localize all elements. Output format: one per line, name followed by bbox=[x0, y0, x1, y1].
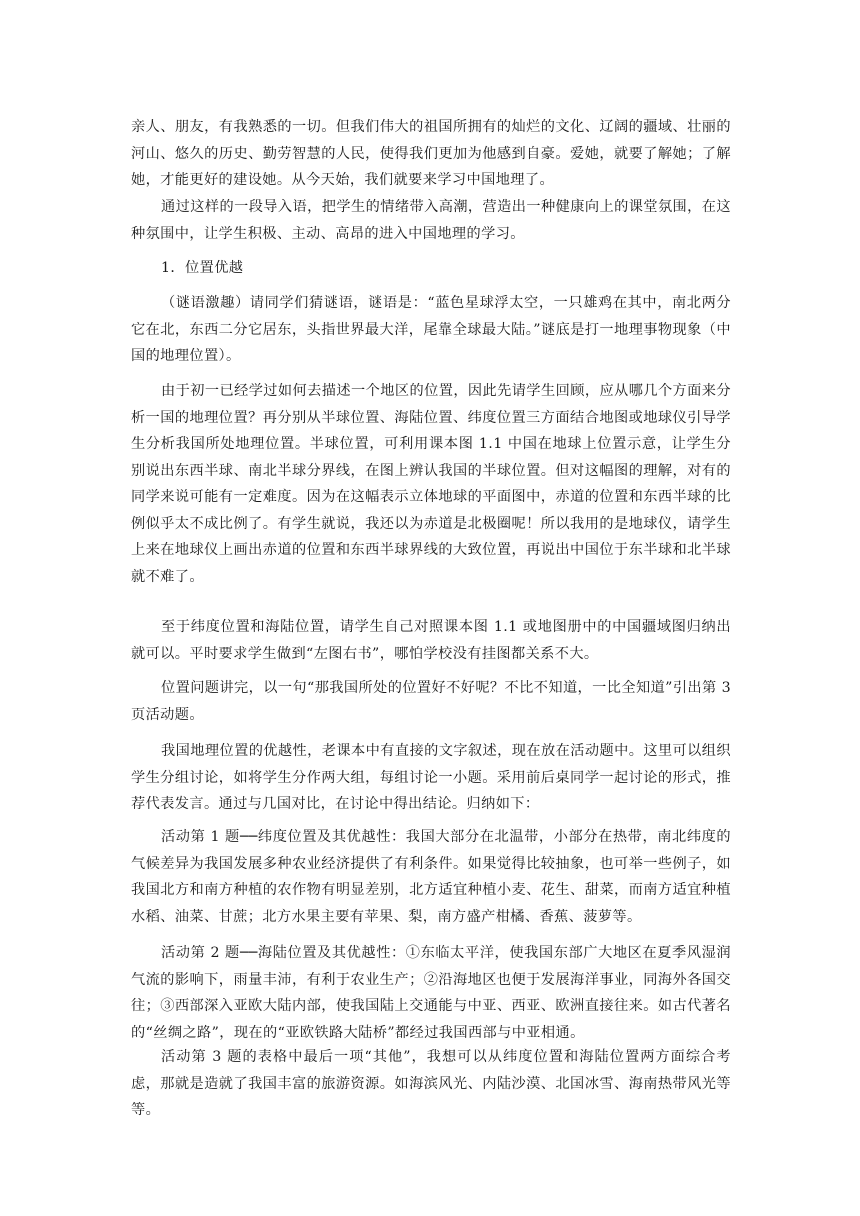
paragraph-intro-continuation: 亲人、朋友，有我熟悉的一切。但我们伟大的祖国所拥有的灿烂的文化、辽阔的疆域、壮丽的河山、悠久的历史、勤劳智慧的人民，使得我们更加为他感到自豪。爱她，就要了解她；了解她，才能更好的建设她。从今天始，我们就要来学习中国地理了。 bbox=[131, 119, 731, 188]
paragraph-activity-2: 活动第 2 题──海陆位置及其优越性：①东临太平洋，使我国东部广大地区在夏季风湿润气流的影响下，雨量丰沛，有利于农业生产；②沿海地区也便于发展海洋事业，同海外各国交往；③西部深入亚欧大陆内部，使我国陆上交通能与中亚、西亚、欧洲直接往来。如古代著名的“丝绸之路”，现在的“亚欧铁路大陆桥”都经过我国西部与中亚相通。 bbox=[131, 945, 731, 1041]
paragraph-activity-1: 活动第 1 题──纬度位置及其优越性：我国大部分在北温带，小部分在热带，南北纬度的气候差异为我国发展多种农业经济提供了有利条件。如果觉得比较抽象，也可举一些例子，如我国北方和南方种植的农作物有明显差别，北方适宜种植小麦、花生、甜菜，而南方适宜种植水稻、油菜、甘蔗；北方水果主要有苹果、梨，南方盛产柑橘、香蕉、菠萝等。 bbox=[131, 829, 731, 925]
paragraph-hemisphere-position: 由于初一已经学过如何去描述一个地区的位置，因此先请学生回顾，应从哪几个方面来分析一国的地理位置？再分别从半球位置、海陆位置、纬度位置三方面结合地图或地球仪引导学生分析我国所处地理位置。半球位置，可利用课本图 1.1 中国在地球上位置示意，让学生分别说出东西半球、南北半球分界线，在图上辨认我国的半球位置。但对这幅图的理解，对有的同学来说可能有一定难度。因为在这幅表示立体地球的平面图中，赤道的位置和东西半球的比例似乎太不成比例了。有学生就说，我还以为赤道是北极圈呢！所以我用的是地球仪，请学生上来在地球仪上画出赤道的位置和东西半球界线的大致位置，再说出中国位于东半球和北半球就不难了。 bbox=[131, 383, 731, 585]
section-heading-location: 1．位置优越 bbox=[161, 260, 244, 276]
paragraph-activity-3: 活动第 3 题的表格中最后一项“其他”，我想可以从纬度位置和海陆位置两方面综合考虑，那就是造就了我国丰富的旅游资源。如海滨风光、内陆沙漠、北国冰雪、海南热带风光等等。 bbox=[131, 1049, 731, 1118]
paragraph-latitude-sea-land: 至于纬度位置和海陆位置，请学生自己对照课本图 1.1 或地图册中的中国疆域图归纳出就可以。平时要求学生做到“左图右书”，哪怕学校没有挂图都关系不大。 bbox=[131, 619, 731, 662]
paragraph-riddle: （谜语激趣）请同学们猜谜语，谜语是：“蓝色星球浮太空，一只雄鸡在其中，南北两分它在北，东西二分它居东，头指世界最大洋，尾靠全球最大陆。”谜底是打一地理事物现象（中国的地理位置）。 bbox=[131, 295, 731, 364]
paragraph-transition: 位置问题讲完，以一句“那我国所处的位置好不好呢？不比不知道，一比全知道”引出第 3 页活动题。 bbox=[131, 680, 731, 723]
paragraph-advantages-discussion: 我国地理位置的优越性，老课本中有直接的文字叙述，现在放在活动题中。这里可以组织学生分组讨论，如将学生分作两大组，每组讨论一小题。采用前后桌同学一起讨论的形式，推荐代表发言。通过与几国对比，在讨论中得出结论。归纳如下： bbox=[131, 743, 731, 812]
paragraph-intro-summary: 通过这样的一段导入语，把学生的情绪带入高潮，营造出一种健康向上的课堂氛围，在这种氛围中，让学生积极、主动、高昂的进入中国地理的学习。 bbox=[131, 199, 731, 242]
